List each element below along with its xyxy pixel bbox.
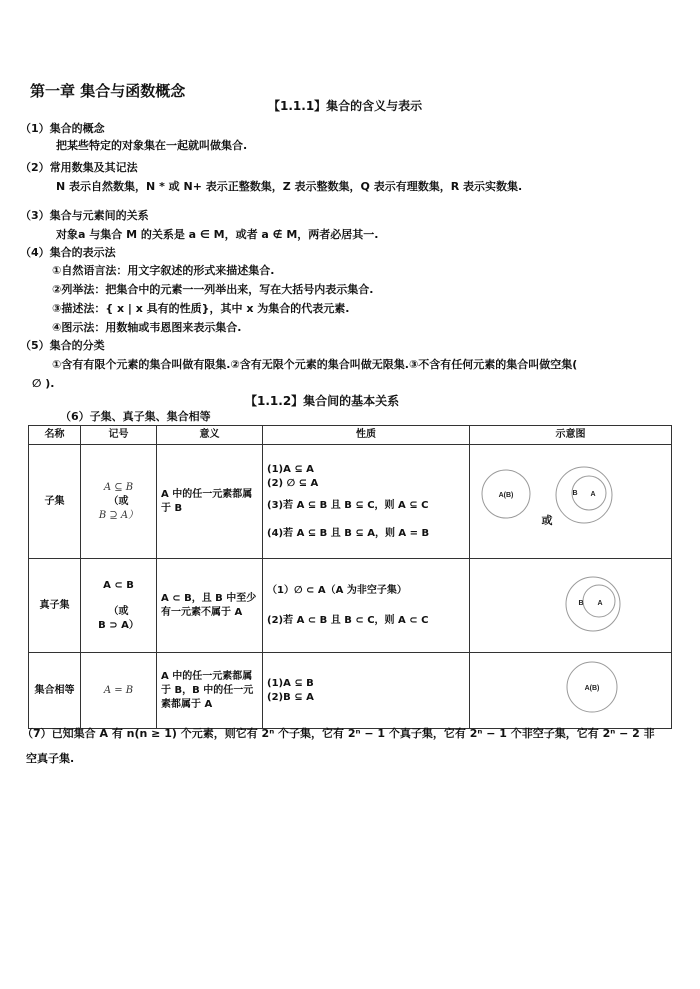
table-header-row <box>29 426 672 445</box>
property-line: (1)A ⊆ A <box>267 463 314 475</box>
symbol-line: B ⊃ A） <box>98 619 139 631</box>
header-diagram: 示意图 <box>470 426 672 445</box>
row-meaning: A 中的任一元素都属于 B，B 中的任一元素都属于 A <box>157 653 263 729</box>
subset-count-text-cont: 空真子集. <box>26 752 75 765</box>
row-properties <box>263 445 470 559</box>
venn-circle-outer <box>566 577 620 631</box>
chapter-title: 第一章 集合与函数概念 <box>30 82 186 100</box>
property-line: (3)若 A ⊆ B 且 B ⊆ C，则 A ⊆ C <box>267 499 429 511</box>
venn-diagram-proper-subset <box>474 561 668 645</box>
table-row <box>29 559 672 653</box>
venn-label: A(B) <box>584 685 600 692</box>
header-properties: 性质 <box>263 426 470 445</box>
symbol-line: A ⊆ B <box>103 481 134 493</box>
section-title-1-1-2: 【1.1.2】集合间的基本关系 <box>245 394 400 408</box>
membership-text: 对象a 与集合 M 的关系是 a ∈ M，或者 a ∉ M，两者必居其一. <box>56 228 379 241</box>
venn-label: A <box>590 491 596 498</box>
subset-heading: （6）子集、真子集、集合相等 <box>60 410 211 423</box>
section-title-1-1-1: 【1.1.1】集合的含义与表示 <box>268 99 423 113</box>
number-sets-text: N 表示自然数集，N * 或 N+ 表示正整数集，Z 表示整数集，Q 表示有理数集，R 表示实数集. <box>56 180 523 193</box>
table-row <box>29 445 672 559</box>
property-line: (2) ∅ ⊆ A <box>267 477 319 489</box>
venn-diagram-subset <box>474 447 668 551</box>
property-line: (2)B ⊆ A <box>267 691 314 703</box>
venn-label: A <box>597 600 603 607</box>
representation-item: ②列举法：把集合中的元素一一列举出来，写在大括号内表示集合. <box>52 283 374 296</box>
header-symbol: 记号 <box>81 426 157 445</box>
table-row <box>29 653 672 729</box>
classification-text: ①含有有限个元素的集合叫做有限集.②含有无限个元素的集合叫做无限集.③不含有任何元素的集合叫做空集( <box>52 358 578 371</box>
venn-label: A(B) <box>498 492 514 499</box>
venn-circle-outer <box>556 467 612 523</box>
property-line: （1）∅ ⊂ A（A 为非空子集） <box>267 584 407 596</box>
row-symbol <box>81 653 157 729</box>
classification-heading: （5）集合的分类 <box>20 339 105 352</box>
representation-item: ①自然语言法：用文字叙述的形式来描述集合. <box>52 264 275 277</box>
representation-item: ③描述法：{ x | x 具有的性质}，其中 x 为集合的代表元素. <box>52 302 350 315</box>
header-name: 名称 <box>29 426 81 445</box>
row-diagram <box>470 653 672 729</box>
row-name: 子集 <box>29 445 81 559</box>
classification-text-cont: ∅ ). <box>32 377 55 390</box>
row-name: 真子集 <box>29 559 81 653</box>
concept-text: 把某些特定的对象集在一起就叫做集合. <box>56 139 248 152</box>
representation-item: ④图示法：用数轴或韦恩图来表示集合. <box>52 321 242 334</box>
set-relations-table <box>28 425 672 729</box>
subset-count-text: （7）已知集合 A 有 n(n ≥ 1) 个元素，则它有 2ⁿ 个子集，它有 2ⁿ − 1 个真子集，它有 2ⁿ − 1 个非空子集，它有 2ⁿ − 2 非 <box>22 727 655 740</box>
representation-heading: （4）集合的表示法 <box>20 246 116 259</box>
property-line: (4)若 A ⊆ B 且 B ⊆ A，则 A = B <box>267 527 430 539</box>
symbol-line: B ⊇ A） <box>98 509 139 521</box>
header-meaning: 意义 <box>157 426 263 445</box>
row-diagram <box>470 559 672 653</box>
property-line: (2)若 A ⊂ B 且 B ⊂ C，则 A ⊂ C <box>267 614 429 626</box>
row-meaning: A 中的任一元素都属于 B <box>157 445 263 559</box>
row-properties <box>263 559 470 653</box>
venn-label: B <box>578 600 584 607</box>
symbol-line: （或 <box>108 495 129 507</box>
symbol-line: A = B <box>103 684 134 696</box>
row-symbol <box>81 559 157 653</box>
concept-heading: （1）集合的概念 <box>20 122 105 135</box>
row-meaning: A ⊂ B，且 B 中至少有一元素不属于 A <box>157 559 263 653</box>
row-diagram <box>470 445 672 559</box>
row-symbol <box>81 445 157 559</box>
venn-diagram-equal <box>474 655 668 721</box>
venn-label: B <box>572 490 578 497</box>
membership-heading: （3）集合与元素间的关系 <box>20 209 149 222</box>
venn-or-label: 或 <box>541 515 553 527</box>
symbol-line: （或 <box>108 605 129 617</box>
symbol-line: A ⊂ B <box>103 579 134 591</box>
row-properties <box>263 653 470 729</box>
number-sets-heading: （2）常用数集及其记法 <box>20 161 138 174</box>
property-line: (1)A ⊆ B <box>267 677 314 689</box>
row-name: 集合相等 <box>29 653 81 729</box>
